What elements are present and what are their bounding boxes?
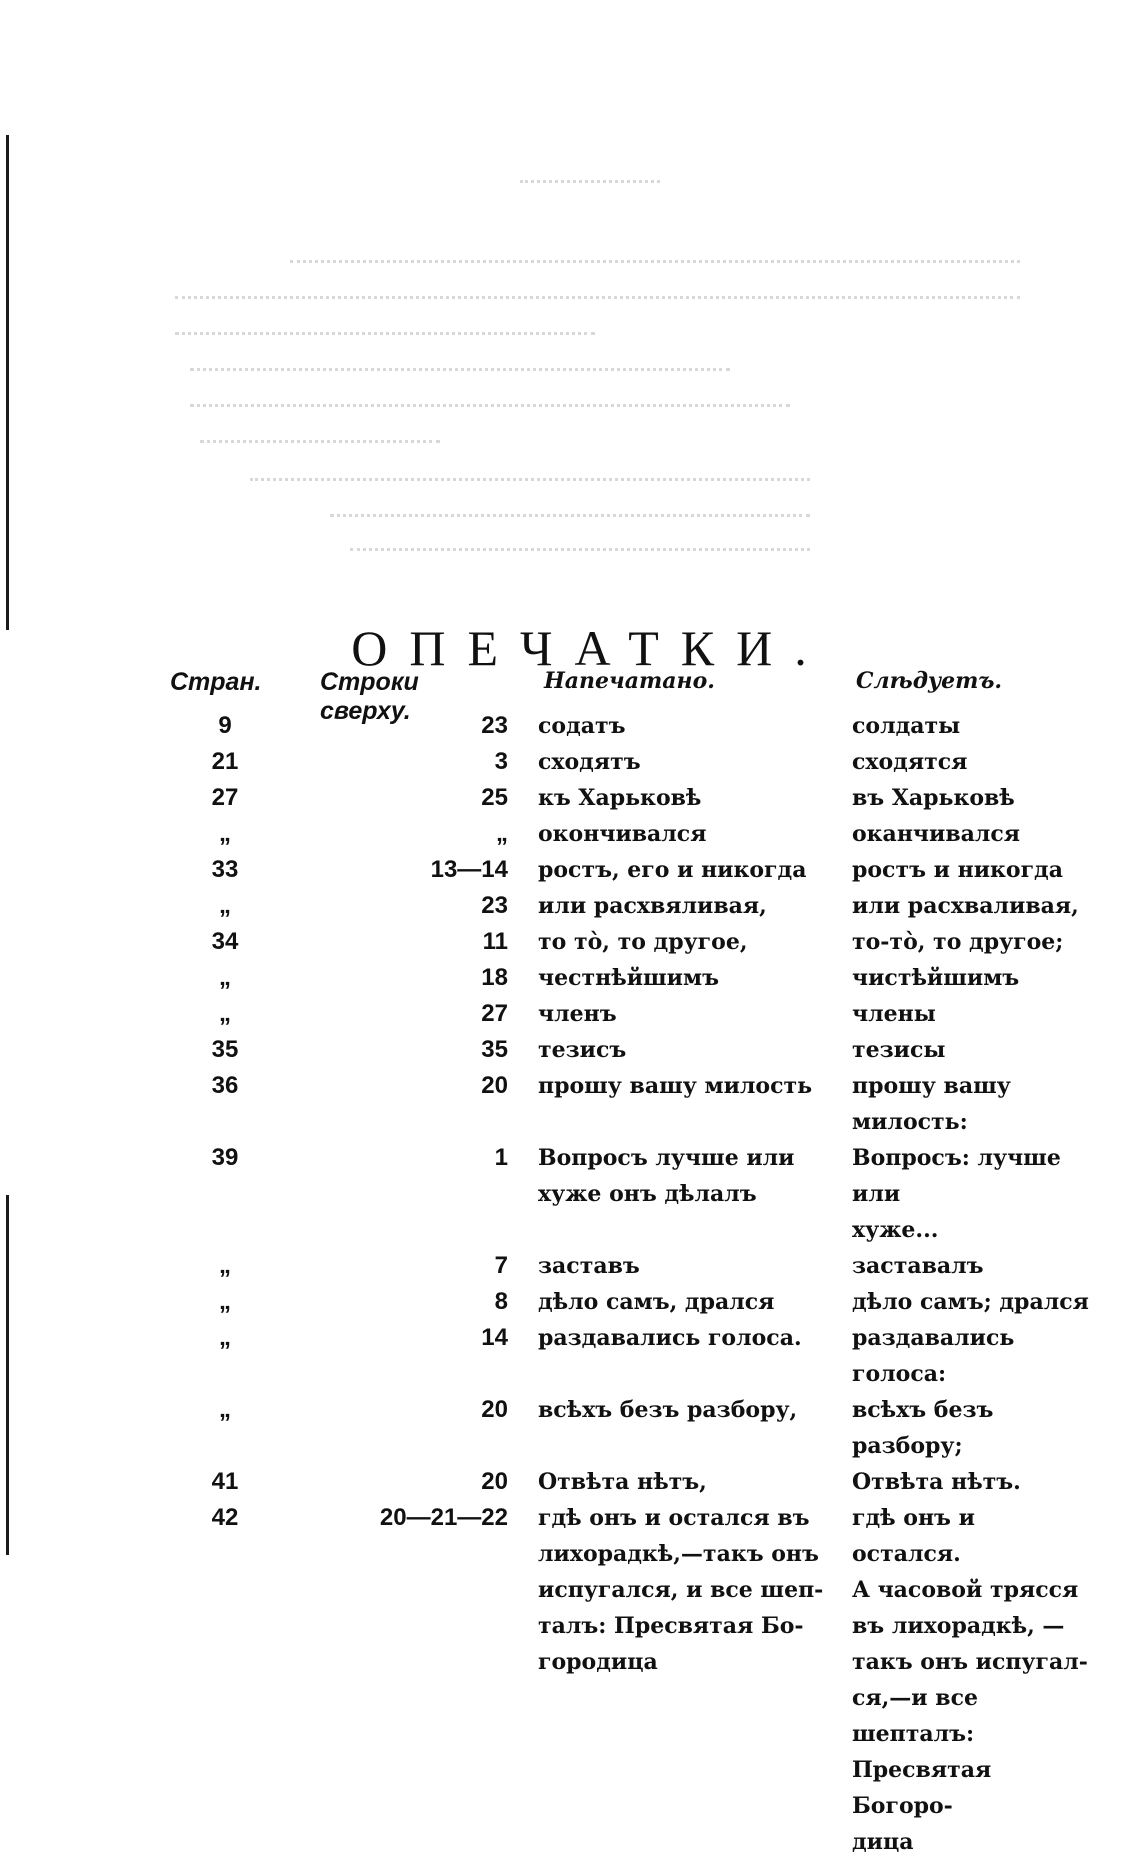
cell-printed: ростъ, его и никогда	[538, 857, 807, 883]
cell-line: 20	[481, 1396, 508, 1423]
cell-page: 27	[211, 784, 239, 811]
cell-correct: Вопросъ: лучше или хуже...	[852, 1145, 1061, 1243]
margin-rule-bottom	[6, 1195, 9, 1555]
cell-line: 25	[481, 784, 508, 811]
cell-correct: тезисы	[852, 1037, 946, 1063]
cell-correct: всѣхъ безъ разбору;	[852, 1397, 994, 1459]
cell-printed: заставъ	[538, 1253, 640, 1279]
cell-printed: окончивался	[538, 821, 707, 847]
table-row	[170, 1392, 1070, 1464]
table-row	[170, 744, 1070, 780]
cell-printed: всѣхъ безъ разбору,	[538, 1397, 798, 1423]
cell-correct: чистѣйшимъ	[852, 965, 1020, 991]
cell-line: 8	[494, 1288, 508, 1315]
cell-correct: то-то̀, то другое;	[852, 929, 1064, 955]
cell-line: 23	[481, 712, 508, 739]
table-row	[170, 960, 1070, 996]
cell-line: „	[496, 820, 508, 847]
cell-page: 39	[211, 1144, 239, 1171]
table-row	[170, 1068, 1070, 1140]
cell-correct: гдѣ онъ и остался. А часовой трясся въ лихорадкѣ, — такъ онъ испугал- ся,—и все шепталъ: Пресвятая Богоро- дица	[852, 1505, 1088, 1855]
table-row	[170, 1464, 1070, 1500]
table-row	[170, 888, 1079, 924]
table-row	[170, 780, 1070, 816]
table-row	[170, 1032, 1070, 1068]
cell-line: 14	[481, 1324, 508, 1351]
cell-page: „	[219, 892, 231, 919]
cell-printed: членъ	[538, 1001, 617, 1027]
header-line: Строки сверху.	[320, 668, 419, 725]
header-printed: Напечатано.	[544, 668, 715, 694]
cell-correct: члены	[852, 1001, 936, 1027]
cell-line: 3	[494, 748, 508, 775]
cell-correct: раздавались голоса:	[852, 1325, 1015, 1387]
cell-page: 41	[211, 1468, 239, 1495]
cell-page: „	[219, 1252, 231, 1279]
cell-line: 18	[481, 964, 508, 991]
cell-correct: или расхваливая,	[852, 893, 1079, 919]
cell-page: 36	[211, 1072, 239, 1099]
table-row	[170, 1284, 1089, 1320]
cell-correct: дѣло самъ; дрался	[852, 1289, 1089, 1315]
cell-page: 35	[211, 1036, 239, 1063]
cell-printed: дѣло самъ, дрался	[538, 1289, 775, 1315]
cell-line: 27	[481, 1000, 508, 1027]
cell-page: 21	[211, 748, 239, 775]
header-page: Стран.	[170, 668, 262, 696]
margin-rule-top	[6, 135, 9, 630]
cell-line: 20	[481, 1072, 508, 1099]
table-row	[170, 816, 1070, 852]
cell-page: „	[219, 1324, 231, 1351]
page-title: ОПЕЧАТКИ.	[351, 619, 829, 676]
cell-page: „	[219, 964, 231, 991]
cell-printed: къ Харьковѣ	[538, 785, 702, 811]
cell-page: „	[219, 1288, 231, 1315]
header-correct: Слѣдуетъ.	[856, 668, 1003, 694]
cell-line: 35	[481, 1036, 508, 1063]
table-row	[170, 852, 1070, 888]
cell-printed: тезисъ	[538, 1037, 627, 1063]
table-row	[170, 708, 1070, 744]
cell-correct: въ Харьковѣ	[852, 785, 1015, 811]
cell-line: 23	[481, 892, 508, 919]
cell-printed: раздавались голоса.	[538, 1325, 802, 1351]
cell-line: 20	[481, 1468, 508, 1495]
cell-page: 9	[218, 712, 232, 739]
cell-printed: сходятъ	[538, 749, 641, 775]
cell-correct: заставалъ	[852, 1253, 984, 1279]
table-row	[170, 1500, 1088, 1860]
cell-correct: прошу вашу милость:	[852, 1073, 1011, 1135]
cell-page: 34	[211, 928, 239, 955]
cell-page: „	[219, 820, 231, 847]
errata-table-header	[170, 668, 1070, 725]
cell-page: „	[219, 1000, 231, 1027]
cell-printed: прошу вашу милость	[538, 1073, 813, 1099]
cell-printed: содатъ	[538, 713, 626, 739]
table-row	[170, 924, 1070, 960]
cell-printed: или расхвяливая,	[538, 893, 767, 919]
table-row	[170, 1320, 1070, 1392]
cell-page: 42	[211, 1504, 239, 1531]
cell-correct: сходятся	[852, 749, 968, 775]
cell-correct: оканчивался	[852, 821, 1021, 847]
cell-page: „	[219, 1396, 231, 1423]
cell-line: 20—21—22	[379, 1504, 508, 1531]
cell-line: 1	[494, 1144, 508, 1171]
cell-printed: Отвѣта нѣтъ,	[538, 1469, 707, 1495]
errata-rows	[170, 708, 1089, 1860]
cell-line: 7	[494, 1252, 508, 1279]
errata-table	[170, 668, 1089, 1860]
cell-correct: Отвѣта нѣтъ.	[852, 1469, 1021, 1495]
cell-page: 33	[211, 856, 239, 883]
cell-correct: солдаты	[852, 713, 961, 739]
table-row	[170, 996, 1070, 1032]
cell-printed: то то̀, то другое,	[538, 929, 748, 955]
table-row	[170, 1140, 1070, 1248]
cell-correct: ростъ и никогда	[852, 857, 1063, 883]
cell-printed: честнѣйшимъ	[538, 965, 719, 991]
cell-printed: Вопросъ лучше или хуже онъ дѣлалъ	[538, 1145, 795, 1207]
table-row	[170, 1248, 1070, 1284]
cell-line: 13—14	[430, 856, 508, 883]
cell-line: 11	[482, 928, 508, 955]
cell-printed: гдѣ онъ и остался въ лихорадкѣ,—такъ онъ испугался, и все шеп- талъ: Пресвятая Бо- городица	[538, 1505, 824, 1675]
